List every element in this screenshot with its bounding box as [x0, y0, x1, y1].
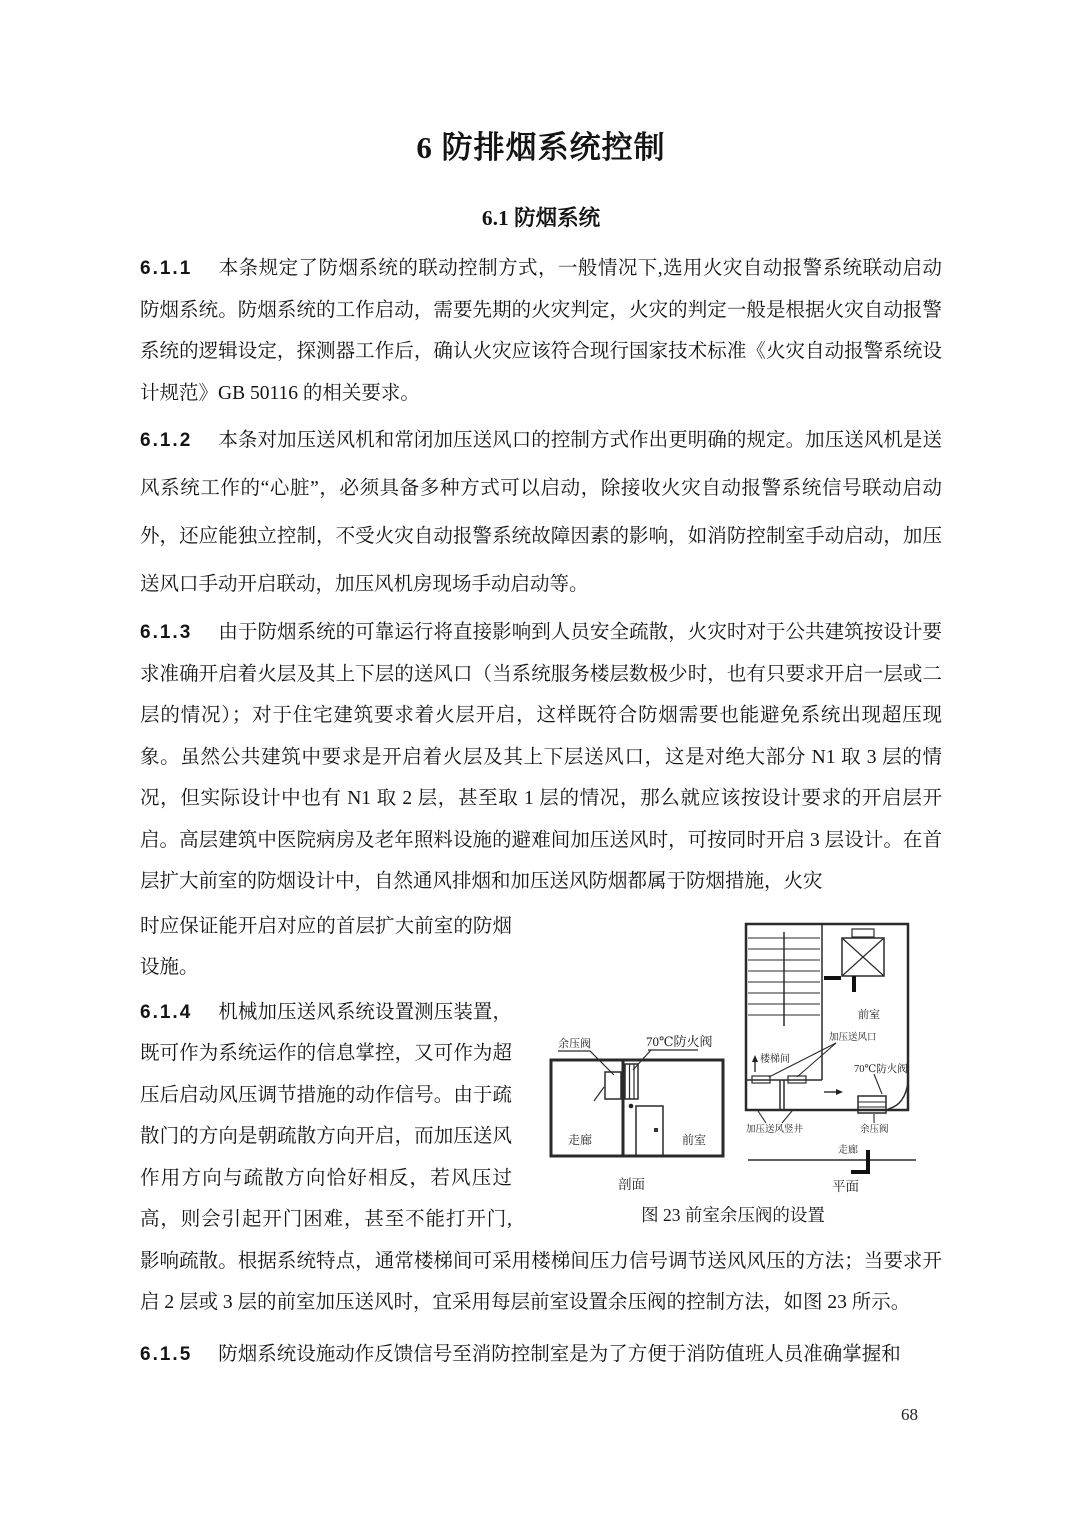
- clause-text: 本条对加压送风机和常闭加压送风口的控制方式作出更明确的规定。加压送风机是送风系统工作的“心脏”，必须具备多种方式可以启动，除接收火灾自动报警系统信号联动启动外，还应能独立控制，不受火灾自动报警系统故障因素的影响，如消防控制室手动启动，加压送风口手动开启联动，加压风机房现场手动启动等。: [140, 430, 942, 595]
- clause-number: 6.1.2: [140, 430, 193, 451]
- paragraph-6-1-3: [140, 612, 942, 903]
- clause-number: 6.1.4: [140, 1001, 193, 1023]
- air-supply-outlet-label: 加压送风口: [829, 1032, 877, 1043]
- clause-text: 本条规定了防烟系统的联动控制方式，一般情况下,选用火灾自动报警系统联动启动防烟系统。防烟系统的工作启动，需要先期的火灾判定，火灾的判定一般是根据火灾自动报警系统的逻辑设定，探测器工作后，确认火灾应该符合现行国家技术标准《火灾自动报警系统设计规范》GB 50116 的相关要求。: [140, 258, 942, 404]
- stairwell-label: 楼梯间: [760, 1053, 790, 1065]
- plan-view-label: 平面: [832, 1178, 859, 1194]
- page-title: 6 防排烟系统控制: [416, 130, 666, 165]
- fire-damper-label: 70℃防火阀: [854, 1063, 908, 1075]
- residual-valve-label: 余压阀: [558, 1037, 591, 1050]
- residual-valve-label: 余压阀: [860, 1124, 889, 1135]
- air-supply-shaft-label: 加压送风竖井: [746, 1124, 804, 1135]
- corridor-label: 走廊: [838, 1144, 858, 1156]
- paragraph-6-1-5: [140, 1334, 942, 1376]
- front-room-label: 前室: [682, 1132, 707, 1147]
- section-view-label: 剖面: [618, 1176, 645, 1192]
- page-content: [140, 0, 942, 1378]
- clause-number: 6.1.3: [140, 622, 193, 643]
- clause-text: 由于防烟系统的可靠运行将直接影响到人员安全疏散，火灾时对于公共建筑按设计要求准确开启着火层及其上下层的送风口（当系统服务楼层数极少时，也有只要求开启一层或二层的情况）；对于住宅建筑要求着火层开启，这样既符合防烟需要也能避免系统出现超压现象。虽然公共建筑中要求是开启着火层及其上下层送风口，这是对绝大部分 N1 取 3 层的情况，但实际设计中也有 N1 取 2 层，甚至取 1 层的情况，那么就应该按设计要求的开启层开启。高层建筑中医院病房及老年照料设施的避难间加压送风时，可按同时开启 3 层设计。在首层扩大前室的防烟设计中，自然通风排烟和加压送风防烟都属于防烟措施，火灾: [140, 622, 942, 892]
- page-number: 68: [901, 1405, 918, 1424]
- residual-valve-symbol: [605, 1072, 621, 1099]
- clause-text: 防烟系统设施动作反馈信号至消防控制室是为了方便于消防值班人员准确掌握和: [218, 1343, 901, 1365]
- figure-wrap-section: [140, 906, 942, 1324]
- figure-23: [524, 910, 942, 1227]
- section-view-diagram: [551, 1034, 723, 1192]
- door-symbol: [636, 1106, 663, 1156]
- figure-caption: 图 23 前室余压阀的设置: [641, 1204, 825, 1225]
- section-heading: 6.1 防烟系统: [481, 206, 601, 230]
- plan-view-diagram: [746, 924, 916, 1194]
- paragraph-6-1-2: [140, 417, 942, 609]
- clause-text: 机械加压送风系统设置测压装置，既可作为系统运作的信息掌控，又可作为超压后启动风压调节措施的动作信号。由于疏散门的方向是朝疏散方向开启，而加压送风作用方向与疏散方向恰好相反，若风压过高，则会引起开门困难，甚至不能打开门,影响疏散。根据系统特点，通常楼梯间可采用楼梯间压力信号调节送风风压的方法；当要求开启 2 层或 3 层的前室加压送风时，宜采用每层前室设置余压阀的控制方法，如图 23 所示。: [140, 1001, 942, 1313]
- clause-number: 6.1.1: [140, 258, 193, 279]
- clause-text: 时应保证能开启对应的首层扩大前室的防烟设施。: [140, 915, 512, 978]
- corridor-label: 走廊: [568, 1132, 593, 1147]
- figure-23-drawing: [524, 910, 942, 1198]
- clause-number: 6.1.5: [140, 1343, 193, 1365]
- front-room-label: 前室: [858, 1008, 880, 1021]
- fire-damper-label: 70℃防火阀: [646, 1033, 713, 1049]
- fire-damper-symbol: [625, 1064, 638, 1099]
- paragraph-6-1-1: [140, 248, 942, 414]
